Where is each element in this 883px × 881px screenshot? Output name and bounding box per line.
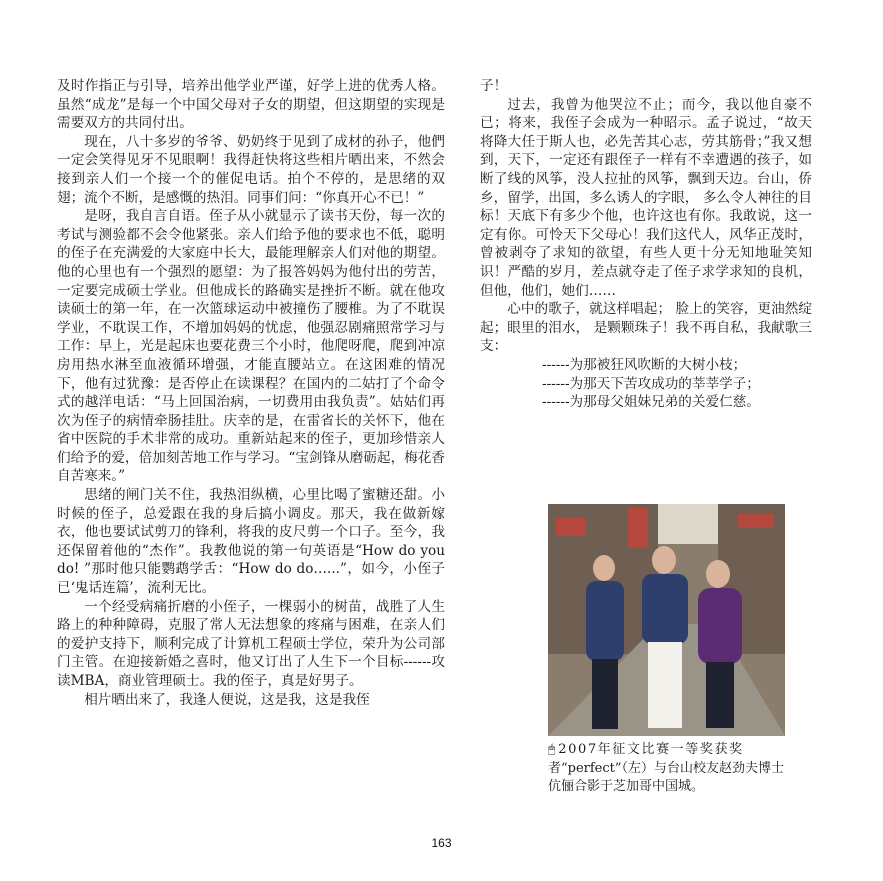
street-photo — [548, 504, 785, 736]
person-head — [593, 555, 615, 581]
left-paragraph: 思绪的闸门关不住，我热泪纵横，心里比喝了蜜糖还甜。小时候的侄子，总爱跟在我的身后搞小调皮。那天，我在做新嫁衣，他也要试试剪刀的锋利，将我的皮尺剪一个口子。至今，我还保留着他的“杰作”。我教他说的第一句英语是“How do you do! ”那时他只能鹦鹉学舌：“How do do…...”，如今，小侄子已‘鬼话连篇’，流利无比。 — [57, 487, 445, 597]
left-paragraph: 及时作指正与引导，培养出他学业严谨，好学上进的优秀人格。虽然“成龙”是每一个中国父母对子女的期望，但这期望的实现是需要双方的共同付出。 — [57, 78, 445, 132]
photo-sign — [628, 508, 648, 548]
left-paragraph: 一个经受病痛折磨的小侄子，一棵弱小的树苗，战胜了人生路上的种种障碍，克服了常人无法想象的疼痛与困难，在亲人们的爱护支持下，顺利完成了计算机工程硕士学位，荣升为公司部门主管。在迎接新婚之喜时，他又订出了人生下一个目标------攻读MBA，商业管理硕士。我的侄子，真是好男子。 — [57, 598, 445, 689]
caption-rest: 者“perfect”（左）与台山校友赵劲夫博士伉俪合影于芝加哥中国城。 — [548, 760, 785, 794]
person-legs — [592, 659, 618, 729]
left-text-column — [57, 77, 445, 709]
person-head — [706, 560, 730, 588]
person-trousers — [648, 642, 682, 728]
photo-sign — [738, 514, 774, 528]
page-number: 163 — [431, 836, 452, 850]
right-paragraph: 心中的歌子，就这样唱起； 脸上的笑容，更油然绽起；眼里的泪水， 是颗颗珠子！我不再自私，我献歌三支： — [480, 301, 812, 355]
left-paragraph: 相片晒出来了，我逢人便说，这是我，这是我侄 — [84, 691, 370, 708]
person-jacket — [642, 574, 688, 644]
person-sweater — [698, 588, 742, 664]
right-paragraph: 子！ — [480, 78, 508, 94]
photo-sky — [658, 504, 718, 544]
person-jacket — [586, 581, 624, 661]
dedication-line: ------为那天下苦攻成功的莘莘学子； — [542, 375, 760, 392]
left-paragraph: 是呀，我自言自语。侄子从小就显示了读书天份，每一次的考试与测验都不会令他紧张。亲人们给予他的要求也不低，聪明的侄子在充满爱的大家庭中长大，最能理解亲人们对他的期望。他的心里也有一个强烈的愿望：为了报答妈妈为他付出的劳苦，一定要完成硕士学业。但他成长的路确实是挫折不断。就在他攻读硕士的第一年，在一次篮球运动中被撞伤了腰椎。为了不耽误学业，不耽误工作，不增加妈妈的忧虑，他强忍剧痛照常学习与工作：早上，光是起床也要花费三个小时，他爬呀爬，爬到冲凉房用热水淋至血液循环增强，才能直腰站立。在这困难的情况下，他有过犹豫：是否停止在读课程？在国内的二姑打了个命令式的越洋电话：“马上回国治病，一切费用由我负责”。姑姑们再次为侄子的病情牵肠挂肚。庆幸的是，在雷省长的关怀下，他在省中医院的手术非常的成功。重新站起来的侄子，更加珍惜亲人们给予的爱，倍加刻苦地工作与学习。“宝剑锋从磨砺起，梅花香自苦寒来。” — [57, 208, 445, 485]
person-head — [652, 546, 676, 574]
dedication-line: ------为那被狂风吹断的大树小枝； — [542, 356, 747, 373]
left-paragraph: 现在，八十多岁的爷爷、奶奶终于见到了成材的孙子，他們一定会笑得见牙不见眼啊！我得赶快将这些相片晒出来，不然会接到亲人们一个接一个的催促电话。拍个不停的，是思绪的双翅；流个不断，是感慨的热泪。同事们问：“你真开心不已！” — [57, 133, 445, 206]
person-legs — [706, 662, 734, 728]
photo-sign — [556, 518, 586, 536]
dedication-line: ------为那母父姐妹兄弟的关爱仁慈。 — [542, 394, 760, 411]
right-text-column — [480, 77, 812, 412]
photo — [548, 504, 785, 736]
photo-caption — [548, 740, 788, 797]
mouse-icon: 🖱 — [548, 742, 556, 756]
right-paragraph: 过去，我曾为他哭泣不止；而今，我以他自豪不已；将来，我侄子会成为一种昭示。孟子说过，“故天将降大任于斯人也，必先苦其心志，劳其筋骨；”我又想到，天下，一定还有跟侄子一样有不幸遭遇的孩子，如断了线的风筝，没人拉扯的风筝，飘到天边。台山，侨乡，留学，出国，多么诱人的字眼， 多么令人神往的目标！天底下有多少个他，也许这也有你。我敢说，这一定有你。可怜天下父母心！我们这代人，风华正茂时，曾被剥夺了求知的欲望，有些人更十分无知地耻笑知识！严酷的岁月，差点就夺走了侄子求学求知的良机，但他，他们，她们…… — [480, 96, 812, 299]
caption-line1: 2007年征文比赛一等奖获奖 — [558, 742, 744, 757]
